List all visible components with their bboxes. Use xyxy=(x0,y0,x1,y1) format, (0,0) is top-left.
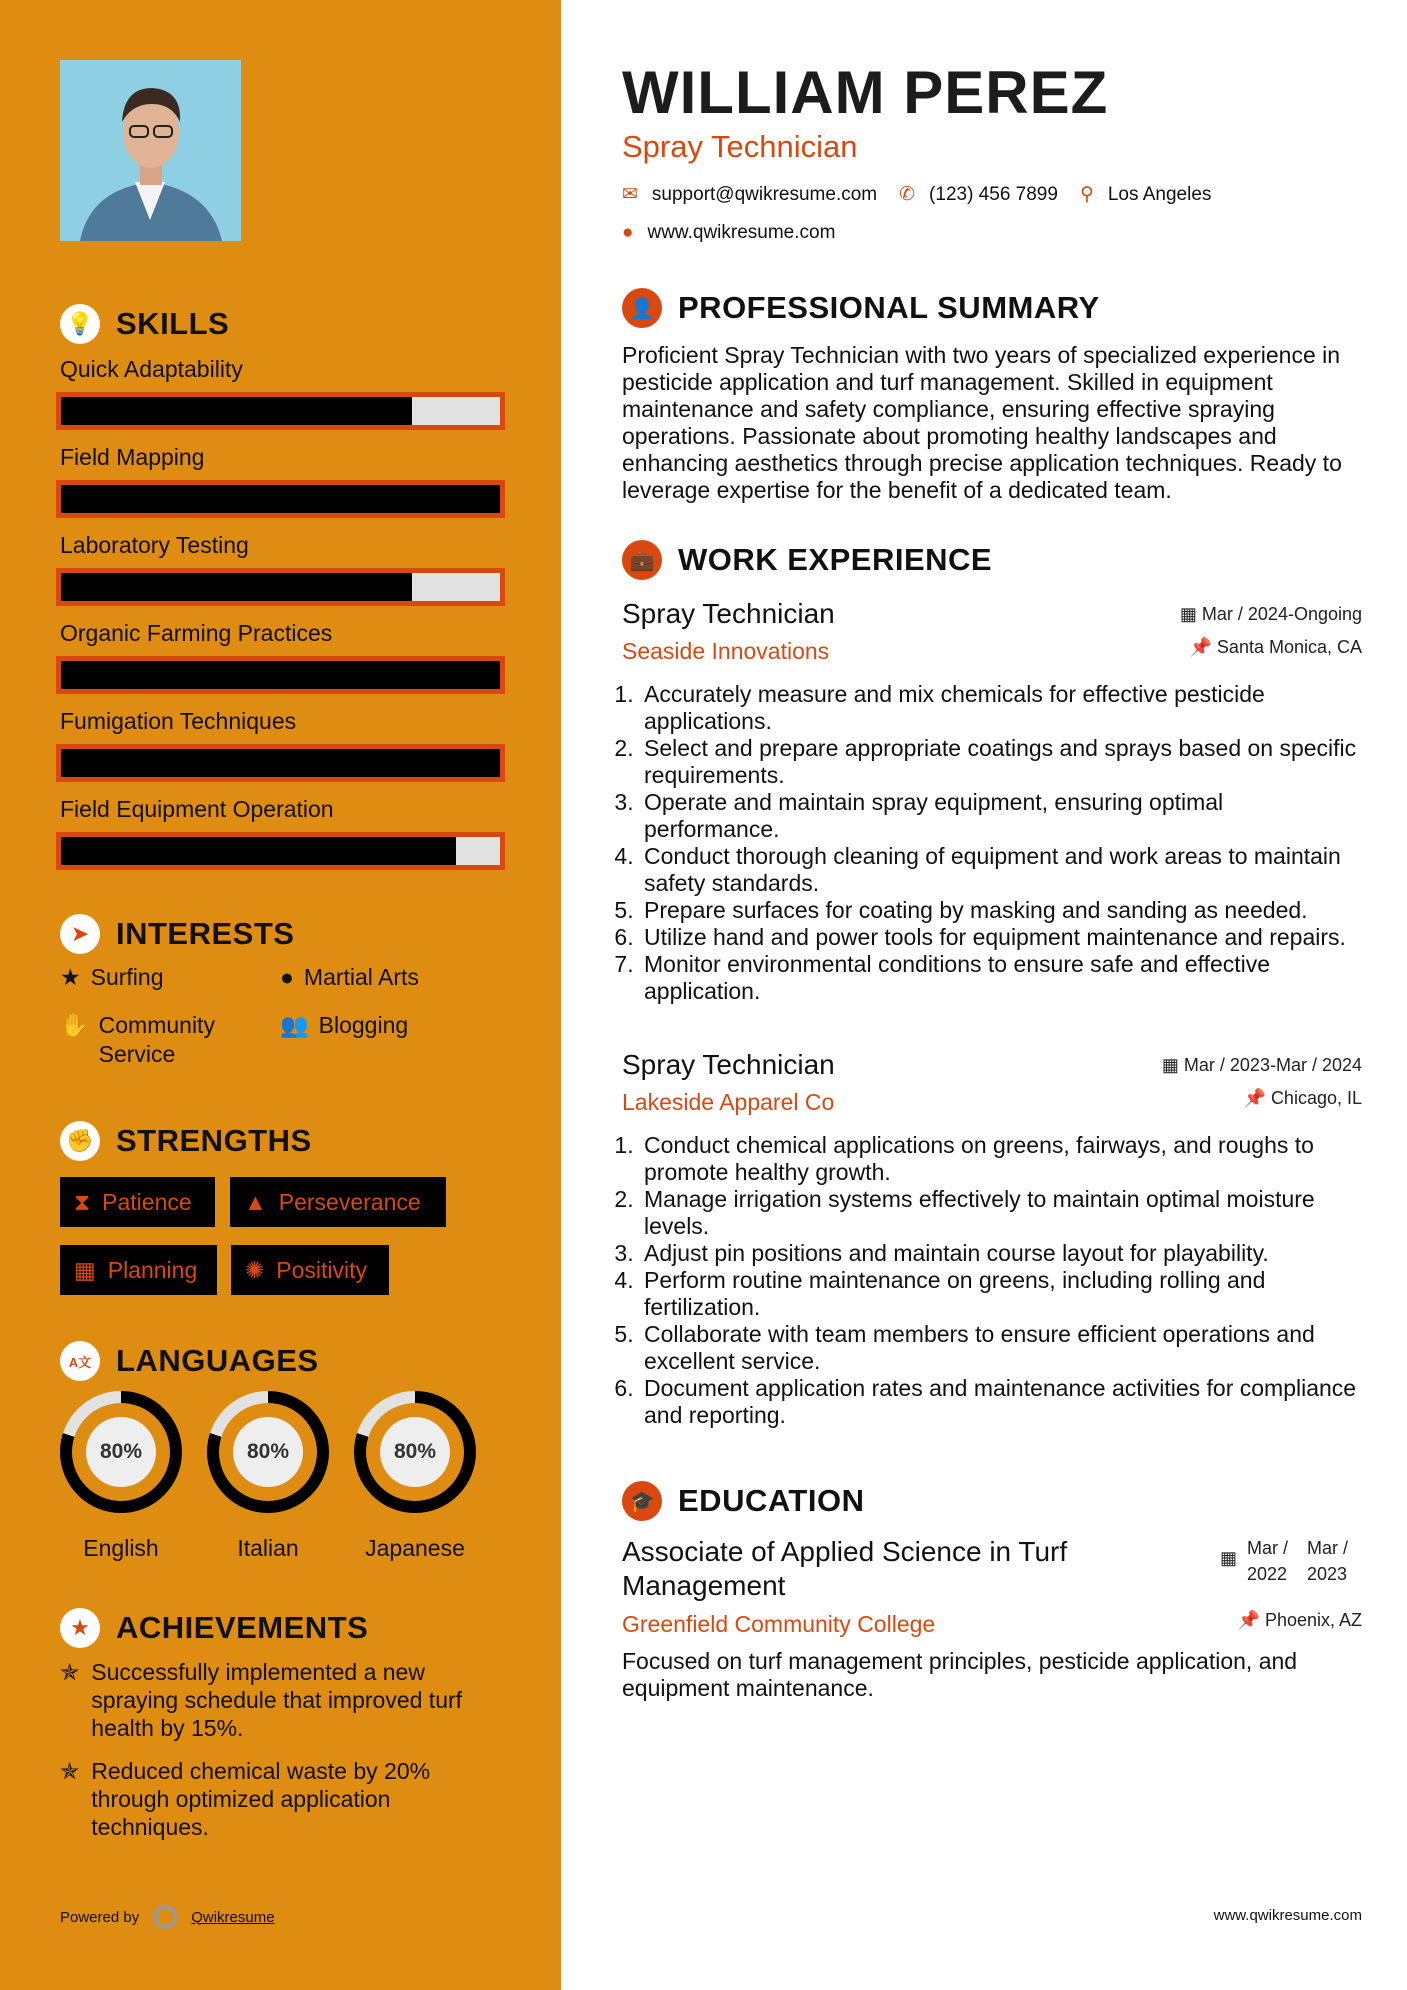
skill-bar xyxy=(56,832,505,870)
skill-bar xyxy=(56,480,505,518)
degree: Associate of Applied Science in Turf Management xyxy=(622,1536,1068,1601)
experience-heading: 💼 WORK EXPERIENCE xyxy=(622,540,1362,580)
language-ring xyxy=(60,1391,182,1513)
job-bullet: 6. Document application rates and maintenance activities for compliance and reporting. xyxy=(640,1375,1362,1429)
strength-chip: ⧗ Patience xyxy=(60,1177,215,1227)
skill-label: Quick Adaptability xyxy=(60,356,243,382)
job-bullet: 2. Manage irrigation systems effectively to maintain optimal moisture levels. xyxy=(640,1186,1362,1240)
map-pin-icon: ⚲ xyxy=(1079,184,1094,205)
language-item xyxy=(207,1391,329,1562)
interest-item: ● Martial Arts xyxy=(280,964,419,990)
job-bullet: 4. Perform routine maintenance on greens, including rolling and fertilization. xyxy=(640,1267,1362,1321)
achievement-item: ✯ Reduced chemical waste by 20% through optimized application techniques. xyxy=(60,1758,431,1840)
fist-icon: ✊ xyxy=(60,1121,100,1161)
main-content xyxy=(622,0,1362,1702)
qwikresume-logo-icon xyxy=(153,1905,177,1929)
job-location: Chicago, IL xyxy=(1270,1088,1362,1108)
graduate-icon: 🎓 xyxy=(622,1481,662,1521)
strength-chip: ✺ Positivity xyxy=(231,1245,389,1295)
award-icon: ★ xyxy=(60,1608,100,1648)
calendar-icon: ▦ xyxy=(1219,1548,1237,1568)
skill-bar-fill xyxy=(61,661,500,689)
summary-text: Proficient Spray Technician with two years of specialized experience in pesticide application and turf management. Skilled in equipment maintenance and safety compliance, ensuring effective spraying operations. Passionate about promoting healthy landscapes and enhancing aesthetics through precise application techniques. Ready to leverage expertise for the benefit of a dedicated team. xyxy=(622,342,1342,503)
skill-bar xyxy=(56,568,505,606)
profile-photo xyxy=(60,60,241,241)
strength-chip: ▦ Planning xyxy=(60,1245,217,1295)
pin-icon: 📌 xyxy=(1189,637,1212,657)
job-bullet: 7. Monitor environmental conditions to ensure safe and effective application. xyxy=(640,951,1362,1005)
globe-icon: ● xyxy=(280,964,294,990)
sun-icon: ✺ xyxy=(245,1256,265,1283)
globe-icon: ● xyxy=(622,222,634,243)
language-percent: 80% xyxy=(380,1417,450,1487)
strength-chip: ▲ Perseverance xyxy=(230,1177,446,1227)
pin-icon: 📌 xyxy=(1237,1610,1260,1630)
skill-bar xyxy=(56,656,505,694)
website[interactable]: www.qwikresume.com xyxy=(647,222,836,243)
location: Los Angeles xyxy=(1107,184,1212,205)
language-ring xyxy=(207,1391,329,1513)
skill-label: Laboratory Testing xyxy=(60,532,249,558)
job-entry xyxy=(622,1049,1362,1429)
language-ring xyxy=(354,1391,476,1513)
users-icon: 👥 xyxy=(280,1012,309,1038)
job-entry xyxy=(622,598,1362,1005)
job-bullet: 6. Utilize hand and power tools for equipment maintenance and repairs. xyxy=(640,924,1362,951)
language-name: Japanese xyxy=(365,1535,465,1561)
school: Greenfield Community College xyxy=(622,1611,936,1637)
languages-heading: A文 LANGUAGES xyxy=(60,1341,319,1381)
education-text: Focused on turf management principles, pesticide application, and equipment maintenance. xyxy=(622,1648,1298,1701)
skill-bar-fill xyxy=(61,749,500,777)
paper-plane-icon: ➤ xyxy=(60,914,100,954)
job-bullet: 2. Select and prepare appropriate coatings and sprays based on specific requirements. xyxy=(640,735,1362,789)
interest-item: ✋ Community Service xyxy=(60,1012,215,1067)
phone: (123) 456 7899 xyxy=(929,184,1058,205)
job-dates: Mar / 2024-Ongoing xyxy=(1201,603,1362,624)
skill-bar-fill xyxy=(61,837,456,865)
company: Lakeside Apparel Co xyxy=(622,1089,835,1115)
envelope-icon: ✉ xyxy=(622,184,638,205)
stars-icon: ✯ xyxy=(60,1758,80,1784)
stars-icon: ✯ xyxy=(60,1659,80,1685)
job-role: Spray Technician xyxy=(622,1049,835,1080)
education-entry xyxy=(622,1535,1362,1603)
email[interactable]: support@qwikresume.com xyxy=(651,184,878,205)
skill-label: Field Mapping xyxy=(60,444,205,470)
skill-bar-fill xyxy=(61,397,412,425)
qwikresume-link[interactable]: Qwikresume xyxy=(191,1908,275,1926)
language-name: Italian xyxy=(237,1535,299,1561)
achievement-item: ✯ Successfully implemented a new spraying schedule that improved turf health by 15%. xyxy=(60,1659,463,1741)
company: Seaside Innovations xyxy=(622,638,830,664)
summary-heading: 👤 PROFESSIONAL SUMMARY xyxy=(622,288,1362,328)
job-dates: Mar / 2023-Mar / 2024 xyxy=(1183,1054,1362,1075)
skill-bar-fill xyxy=(61,573,412,601)
job-bullet: 3. Operate and maintain spray equipment, ensuring optimal performance. xyxy=(640,789,1362,843)
star-icon: ★ xyxy=(60,964,81,990)
interest-item: ★ Surfing xyxy=(60,964,164,990)
job-bullets xyxy=(622,681,1362,1005)
job-bullet: 1. Conduct chemical applications on greens, fairways, and roughs to promote healthy growth. xyxy=(640,1132,1362,1186)
edu-start: Mar / 2022 xyxy=(1247,1538,1289,1584)
language-percent: 80% xyxy=(233,1417,303,1487)
language-name: English xyxy=(83,1535,159,1561)
job-role: Spray Technician xyxy=(622,598,835,629)
language-item xyxy=(354,1391,476,1562)
job-bullet: 5. Prepare surfaces for coating by masking and sanding as needed. xyxy=(640,897,1362,924)
footer-website: www.qwikresume.com xyxy=(1213,1907,1362,1924)
lightbulb-icon: 💡 xyxy=(60,304,100,344)
candidate-name: WILLIAM PEREZ xyxy=(622,59,1109,126)
pin-icon: 📌 xyxy=(1243,1088,1266,1108)
job-bullet: 3. Adjust pin positions and maintain course layout for playability. xyxy=(640,1240,1362,1267)
job-bullet: 5. Collaborate with team members to ensure efficient operations and excellent service. xyxy=(640,1321,1362,1375)
language-percent: 80% xyxy=(86,1417,156,1487)
skill-bar xyxy=(56,392,505,430)
calendar-icon: ▦ xyxy=(74,1256,96,1283)
skill-bar xyxy=(56,744,505,782)
interests-heading: ➤ INTERESTS xyxy=(60,914,294,954)
skill-label: Field Equipment Operation xyxy=(60,796,334,822)
powered-by: Powered by Qwikresume xyxy=(60,1905,275,1929)
skill-bar-fill xyxy=(61,485,500,513)
calendar-icon: ▦ xyxy=(1179,603,1197,624)
achievements-heading: ★ ACHIEVEMENTS xyxy=(60,1608,368,1648)
translate-icon: A文 xyxy=(60,1341,100,1381)
skills-heading: 💡 SKILLS xyxy=(60,304,229,344)
strengths-heading: ✊ STRENGTHS xyxy=(60,1121,312,1161)
job-bullet: 4. Conduct thorough cleaning of equipment and work areas to maintain safety standards. xyxy=(640,843,1362,897)
education-heading: 🎓 EDUCATION xyxy=(622,1481,1362,1521)
edu-end: Mar / 2023 xyxy=(1307,1538,1349,1584)
handshake-icon: ✋ xyxy=(60,1012,89,1038)
edu-location: Phoenix, AZ xyxy=(1264,1610,1362,1630)
job-bullet: 1. Accurately measure and mix chemicals for effective pesticide applications. xyxy=(640,681,1362,735)
sidebar xyxy=(0,0,561,1990)
calendar-icon: ▦ xyxy=(1161,1054,1179,1075)
contact-row xyxy=(622,183,1362,206)
job-title: Spray Technician xyxy=(622,129,858,164)
skill-label: Fumigation Techniques xyxy=(60,708,297,734)
language-item xyxy=(60,1391,182,1562)
job-bullets xyxy=(622,1132,1362,1429)
phone-icon: ✆ xyxy=(899,184,916,205)
road-icon: ▲ xyxy=(244,1188,267,1215)
interest-item: 👥 Blogging xyxy=(280,1012,409,1038)
hourglass-icon: ⧗ xyxy=(74,1188,91,1215)
job-location: Santa Monica, CA xyxy=(1216,637,1362,657)
user-icon: 👤 xyxy=(622,288,662,328)
skill-label: Organic Farming Practices xyxy=(60,620,333,646)
briefcase-icon: 💼 xyxy=(622,540,662,580)
